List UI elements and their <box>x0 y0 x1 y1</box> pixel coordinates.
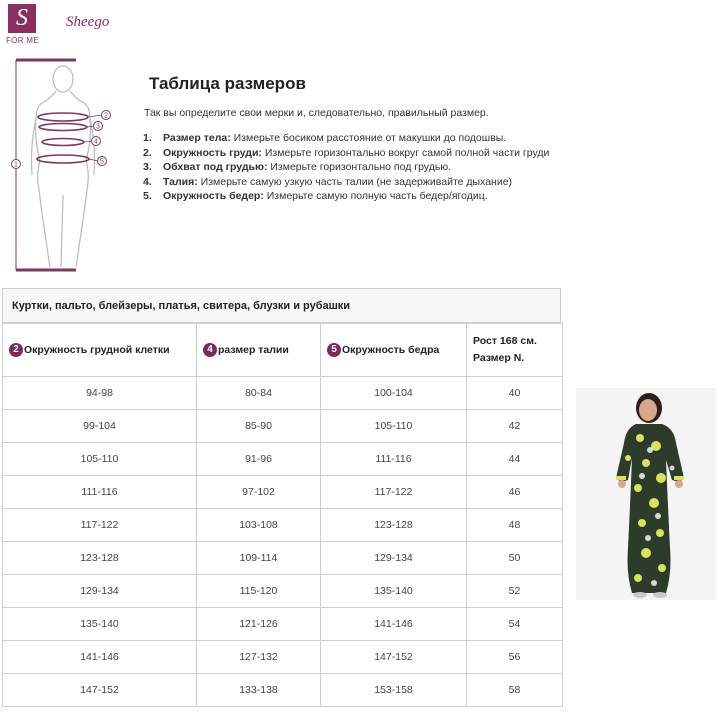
table-cell: 40 <box>467 377 563 410</box>
column-header-label: Рост 168 см. Размер N. <box>473 335 537 364</box>
table-cell: 44 <box>467 443 563 476</box>
table-cell: 91-96 <box>197 443 321 476</box>
table-row <box>3 542 563 575</box>
table-cell: 141-146 <box>321 608 467 641</box>
table-cell: 52 <box>467 575 563 608</box>
badge-icon: 4 <box>203 343 217 357</box>
step-text: Измерьте самую узкую часть талии (не задерживайте дыхание) <box>197 175 513 188</box>
table-cell: 123-128 <box>321 509 467 542</box>
table-cell: 123-128 <box>3 542 197 575</box>
marker-2: 2 <box>104 112 108 120</box>
marker-1: 1 <box>14 161 18 169</box>
model-illustration <box>576 388 716 600</box>
step-label: Окружность груди: <box>163 146 262 159</box>
table-cell: 127-132 <box>197 641 321 674</box>
table-row <box>3 608 563 641</box>
step-label: Обхват под грудью: <box>163 161 268 173</box>
marker-3: 3 <box>96 123 100 131</box>
step-text: Измерьте босиком расстояние от макушки до подошвы. <box>230 132 507 144</box>
table-cell: 117-122 <box>321 476 467 509</box>
table-cell: 105-110 <box>321 410 467 443</box>
table-cell: 133-138 <box>197 674 321 707</box>
column-header-chest <box>3 324 197 377</box>
table-cell: 141-146 <box>3 641 197 674</box>
instruction-step <box>143 161 565 176</box>
table-cell: 147-152 <box>321 641 467 674</box>
instruction-step <box>143 190 565 205</box>
table-cell: 111-116 <box>321 443 467 476</box>
step-label: Окружность бедер: <box>163 190 264 202</box>
step-number: 4. <box>143 175 152 188</box>
table-cell: 46 <box>467 476 563 509</box>
table-cell: 121-126 <box>197 608 321 641</box>
step-label: Талия: <box>163 175 198 188</box>
body-measurement-figure <box>6 55 126 275</box>
instruction-step <box>143 147 565 162</box>
column-header-waist <box>197 324 321 377</box>
column-header-label: Окружность грудной клетки <box>24 343 170 356</box>
table-row <box>3 377 563 410</box>
table-row <box>3 641 563 674</box>
table-cell: 105-110 <box>3 443 197 476</box>
table-cell: 111-116 <box>3 476 197 509</box>
table-cell: 54 <box>467 608 563 641</box>
badge-icon: 2 <box>9 343 23 357</box>
table-cell: 94-98 <box>3 377 197 410</box>
table-cell: 129-134 <box>3 575 197 608</box>
model-photo <box>576 388 716 600</box>
table-cell: 100-104 <box>321 377 467 410</box>
table-cell: 80-84 <box>197 377 321 410</box>
table-row <box>3 575 563 608</box>
size-table <box>2 323 563 707</box>
marker-4: 4 <box>94 138 98 146</box>
step-label: Размер тела: <box>163 132 231 144</box>
step-number: 2. <box>143 146 152 159</box>
table-cell: 153-158 <box>321 674 467 707</box>
table-cell: 135-140 <box>321 575 467 608</box>
table-row <box>3 509 563 542</box>
table-header-row <box>3 324 563 377</box>
instruction-step <box>143 176 565 191</box>
sheego-logo: Sheego <box>66 14 110 30</box>
brand-logo-caption: FOR ME <box>6 36 39 45</box>
badge-icon: 5 <box>327 343 341 357</box>
table-cell: 85-90 <box>197 410 321 443</box>
table-cell: 135-140 <box>3 608 197 641</box>
table-row <box>3 443 563 476</box>
table-cell: 147-152 <box>3 674 197 707</box>
step-number: 5. <box>143 190 152 202</box>
intro-text: Так вы определите свои мерки и, следовательно, правильный размер. <box>144 107 489 119</box>
table-cell: 42 <box>467 410 563 443</box>
instruction-list <box>143 132 565 205</box>
table-category-title: Куртки, пальто, блейзеры, платья, свитера, блузки и рубашки <box>2 288 561 323</box>
table-row <box>3 476 563 509</box>
table-cell: 48 <box>467 509 563 542</box>
column-header-size <box>467 324 563 377</box>
table-cell: 115-120 <box>197 575 321 608</box>
column-header-hips <box>321 324 467 377</box>
table-cell: 103-108 <box>197 509 321 542</box>
step-text: Измерьте горизонтально под грудью. <box>267 161 452 173</box>
step-number: 1. <box>143 132 152 144</box>
step-text: Измерьте горизонтально вокруг самой полной части груди <box>261 146 550 159</box>
marker-5: 5 <box>100 158 104 166</box>
column-header-label: Окружность бедра <box>342 343 440 356</box>
table-cell: 109-114 <box>197 542 321 575</box>
page-title: Таблица размеров <box>149 74 306 93</box>
step-number: 3. <box>143 161 152 173</box>
brand-logo: S <box>8 4 36 33</box>
table-cell: 50 <box>467 542 563 575</box>
step-text: Измерьте самую полную часть бедер/ягодиц. <box>263 190 488 202</box>
table-cell: 97-102 <box>197 476 321 509</box>
table-cell: 129-134 <box>321 542 467 575</box>
instruction-step <box>143 132 565 147</box>
table-cell: 99-104 <box>3 410 197 443</box>
table-cell: 58 <box>467 674 563 707</box>
table-cell: 117-122 <box>3 509 197 542</box>
column-header-label: размер талии <box>218 343 289 356</box>
table-row <box>3 410 563 443</box>
table-row <box>3 674 563 707</box>
table-cell: 56 <box>467 641 563 674</box>
